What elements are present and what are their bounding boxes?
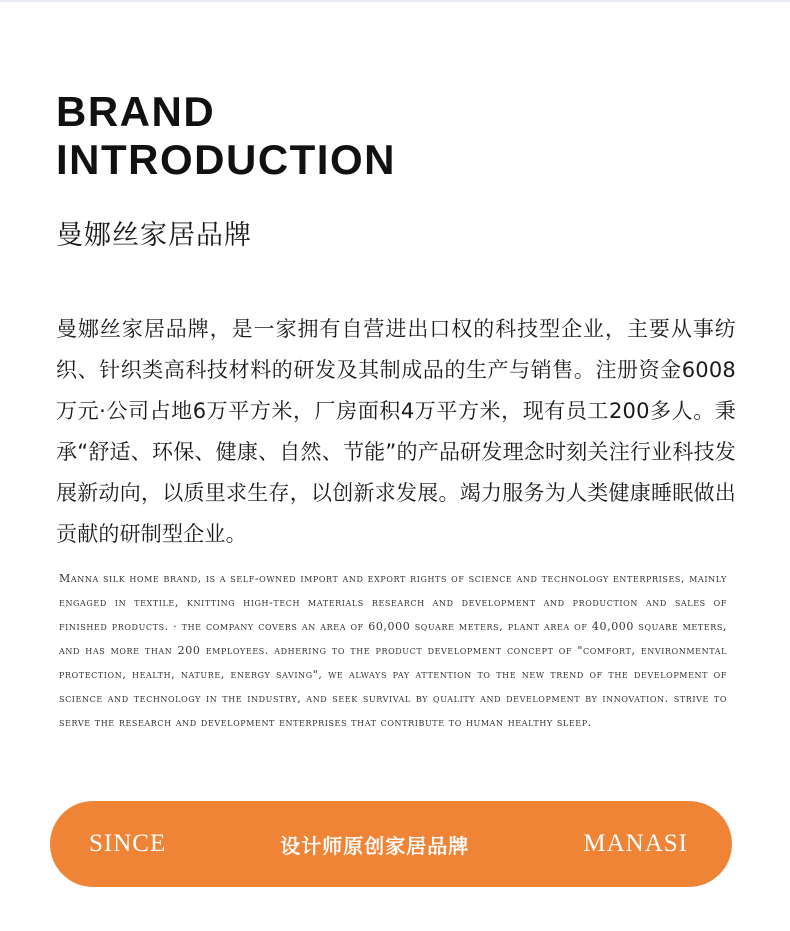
brand-subtitle: 曼娜丝家居品牌 [56,220,252,251]
brand-banner [50,801,732,887]
heading-line-brand: BRAND [56,88,216,135]
description-english: Manna silk home brand, is a self-owned import and export rights of science and technology enterprises, mainly engaged in textile, knitting high-tech materials research and development and production and sales of finished products. · the company covers an area of 60,000 square meters, plant area of 40,000 square meters, and has more than 200 employees. adhering to the product development concept of "comfort, environmental protection, health, nature, energy saving", we always pay attention to the new trend of the development of science and technology in the industry, and seek survival by quality and development by innovation. strive to serve the research and development enterprises that contribute to human healthy sleep. [59,572,727,729]
description-chinese: 曼娜丝家居品牌，是一家拥有自营进出口权的科技型企业，主要从事纺织、针织类高科技材料的研发及其制成品的生产与销售。注册资金6008万元·公司占地6万平方米，厂房面积4万平方米，现有员工200多人。秉承“舒适、环保、健康、自然、节能”的产品研发理念时刻关注行业科技发展新动向，以质里求生存，以创新求发展。竭力服务为人类健康睡眠做出贡献的研制型企业。 [56,317,736,546]
banner-slogan: 设计师原创家居品牌 [280,833,470,858]
banner-brand-name: MANASI [583,830,688,857]
top-divider [0,0,790,2]
brand-introduction-heading [56,88,396,184]
heading-line-introduction: INTRODUCTION [56,136,396,183]
banner-since-label: SINCE [89,830,167,857]
